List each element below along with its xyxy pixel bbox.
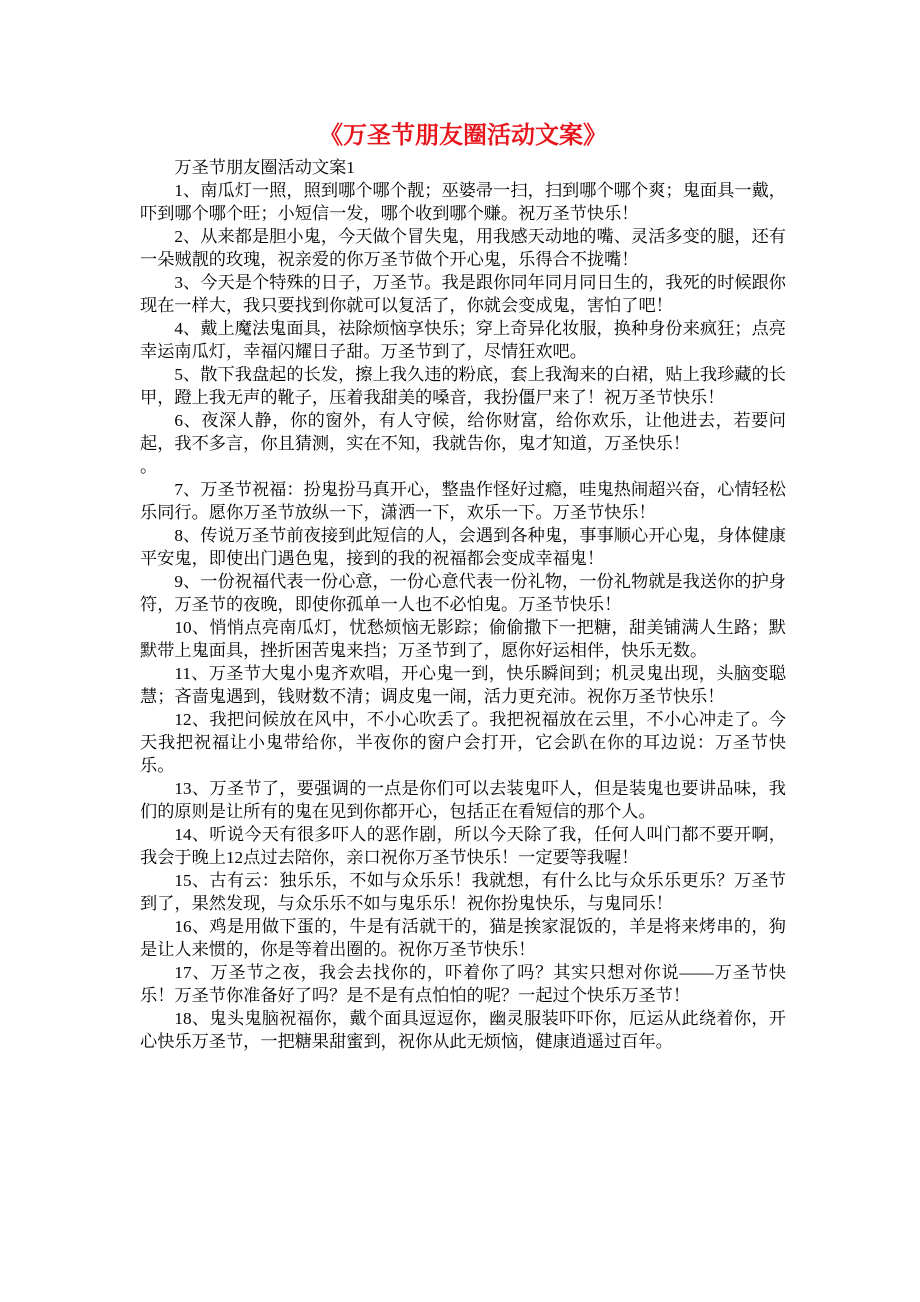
paragraph: 17、万圣节之夜，我会去找你的，吓着你了吗？其实只想对你说——万圣节快乐！万圣节你准备好了吗？是不是有点怕怕的呢？一起过个快乐万圣节！ [140, 963, 786, 1005]
paragraph: 5、散下我盘起的长发，擦上我久违的粉底，套上我淘来的白裙，贴上我珍藏的长甲，蹬上我无声的靴子，压着我甜美的嗓音，我扮僵尸来了！祝万圣节快乐！ [140, 365, 786, 407]
paragraph: 12、我把问候放在风中，不小心吹丢了。我把祝福放在云里，不小心冲走了。今天我把祝福让小鬼带给你，半夜你的窗户会打开，它会趴在你的耳边说：万圣节快乐。 [140, 710, 786, 775]
paragraph: 4、戴上魔法鬼面具，祛除烦恼享快乐；穿上奇异化妆服，换种身份来疯狂；点亮幸运南瓜灯，幸福闪耀日子甜。万圣节到了，尽情狂欢吧。 [140, 319, 786, 361]
paragraph: 11、万圣节大鬼小鬼齐欢唱，开心鬼一到，快乐瞬间到；机灵鬼出现，头脑变聪慧；吝啬鬼遇到，钱财数不清；调皮鬼一闹，活力更充沛。祝你万圣节快乐！ [140, 664, 786, 706]
paragraph: 14、听说今天有很多吓人的恶作剧，所以今天除了我，任何人叫门都不要开啊，我会于晚上12点过去陪你，亲口祝你万圣节快乐！一定要等我喔！ [140, 825, 786, 867]
paragraph: 8、传说万圣节前夜接到此短信的人，会遇到各种鬼，事事顺心开心鬼，身体健康平安鬼，即使出门遇色鬼，接到的我的祝福都会变成幸福鬼！ [140, 526, 786, 568]
paragraph: 9、一份祝福代表一份心意，一份心意代表一份礼物，一份礼物就是我送你的护身符，万圣节的夜晚，即使你孤单一人也不必怕鬼。万圣节快乐！ [140, 572, 786, 614]
paragraph: 6、夜深人静，你的窗外，有人守候，给你财富，给你欢乐，让他进去，若要问起，我不多言，你且猜测，实在不知，我就告你，鬼才知道，万圣快乐！ [140, 411, 786, 453]
section-heading: 万圣节朋友圈活动文案1 [174, 158, 355, 177]
paragraph: 3、今天是个特殊的日子，万圣节。我是跟你同年同月同日生的，我死的时候跟你现在一样大，我只要找到你就可以复活了，你就会变成鬼，害怕了吧！ [140, 273, 786, 315]
document-title: 《万圣节朋友圈活动文案》 [319, 121, 607, 149]
paragraph: 16、鸡是用做下蛋的，牛是有活就干的，猫是挨家混饭的，羊是将来烤串的，狗是让人来惯的，你是等着出圈的。祝你万圣节快乐！ [140, 917, 786, 959]
paragraph: 15、古有云：独乐乐，不如与众乐乐！我就想，有什么比与众乐乐更乐？万圣节到了，果然发现，与众乐乐不如与鬼乐乐！祝你扮鬼快乐，与鬼同乐！ [140, 871, 786, 913]
paragraph: 2、从来都是胆小鬼，今天做个冒失鬼，用我感天动地的嘴、灵活多变的腿，还有一朵贼靓的玫瑰，祝亲爱的你万圣节做个开心鬼，乐得合不拢嘴！ [140, 227, 786, 269]
stray-punctuation: 。 [140, 457, 158, 476]
paragraph: 13、万圣节了，要强调的一点是你们可以去装鬼吓人，但是装鬼也要讲品味，我们的原则是让所有的鬼在见到你都开心，包括正在看短信的那个人。 [140, 779, 786, 821]
document-page [140, 118, 786, 1053]
paragraph: 10、悄悄点亮南瓜灯，忧愁烦恼无影踪；偷偷撒下一把糖，甜美铺满人生路；默默带上鬼面具，挫折困苦鬼来挡；万圣节到了，愿你好运相伴，快乐无数。 [140, 618, 786, 660]
paragraph: 18、鬼头鬼脑祝福你，戴个面具逗逗你，幽灵服装吓吓你，厄运从此绕着你，开心快乐万圣节，一把糖果甜蜜到，祝你从此无烦恼，健康逍遥过百年。 [140, 1009, 786, 1051]
paragraph: 1、南瓜灯一照，照到哪个哪个靓；巫婆帚一扫，扫到哪个哪个爽；鬼面具一戴，吓到哪个哪个旺；小短信一发，哪个收到哪个赚。祝万圣节快乐！ [140, 181, 786, 223]
paragraph: 7、万圣节祝福：扮鬼扮马真开心，整蛊作怪好过瘾，哇鬼热闹超兴奋，心情轻松乐同行。愿你万圣节放纵一下，潇洒一下，欢乐一下。万圣节快乐！ [140, 480, 786, 522]
